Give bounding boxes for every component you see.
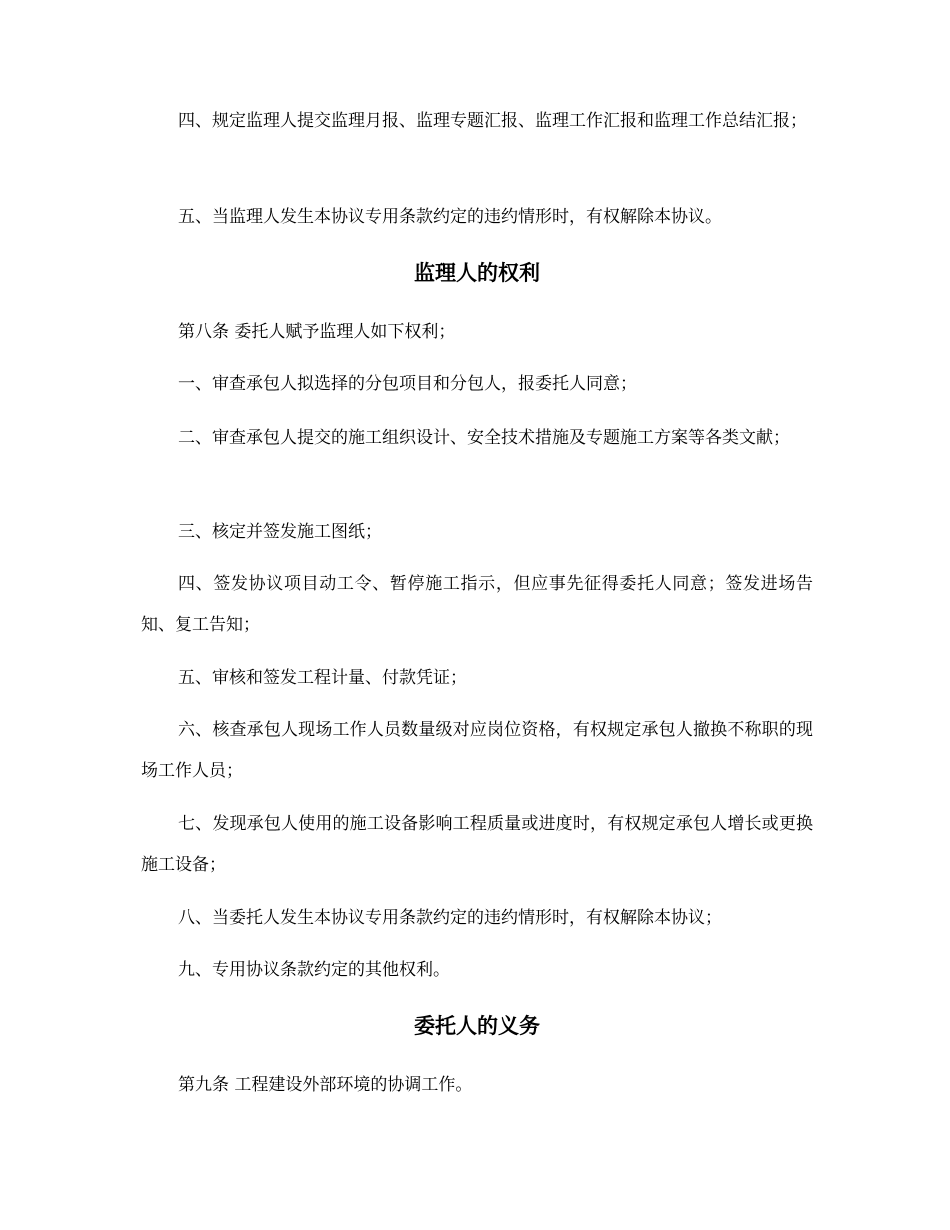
right-item-2: 二、审查承包人提交的施工组织设计、安全技术措施及专题施工方案等各类文献； — [178, 428, 790, 448]
right-item-1: 一、审查承包人拟选择的分包项目和分包人，报委托人同意； — [178, 374, 637, 394]
heading-supervisor-rights: 监理人的权利 — [414, 260, 540, 285]
right-item-9: 九、专用协议条款约定的其他权利。 — [178, 960, 450, 980]
paragraph-supervisor-reports: 四、规定监理人提交监理月报、监理专题汇报、监理工作汇报和监理工作总结汇报； — [178, 111, 807, 131]
article-8: 第八条 委托人赋予监理人如下权利； — [178, 322, 456, 342]
right-item-3: 三、核定并签发施工图纸； — [178, 522, 382, 542]
heading-client-obligations: 委托人的义务 — [414, 1013, 540, 1038]
right-item-6: 六、核查承包人现场工作人员数量级对应岗位资格，有权规定承包人撤换不称职的现场工作人员； — [141, 720, 813, 781]
right-item-5: 五、审核和签发工程计量、付款凭证； — [178, 668, 467, 688]
article-9: 第九条 工程建设外部环境的协调工作。 — [178, 1075, 473, 1095]
right-item-8: 八、当委托人发生本协议专用条款约定的违约情形时，有权解除本协议； — [178, 908, 722, 928]
paragraph-terminate-agreement: 五、当监理人发生本协议专用条款约定的违约情形时，有权解除本协议。 — [178, 207, 722, 227]
right-item-7: 七、发现承包人使用的施工设备影响工程质量或进度时，有权规定承包人增长或更换施工设备； — [141, 814, 813, 875]
right-item-4: 四、签发协议项目动工令、暂停施工指示，但应事先征得委托人同意；签发进场告知、复工告知； — [141, 574, 813, 635]
